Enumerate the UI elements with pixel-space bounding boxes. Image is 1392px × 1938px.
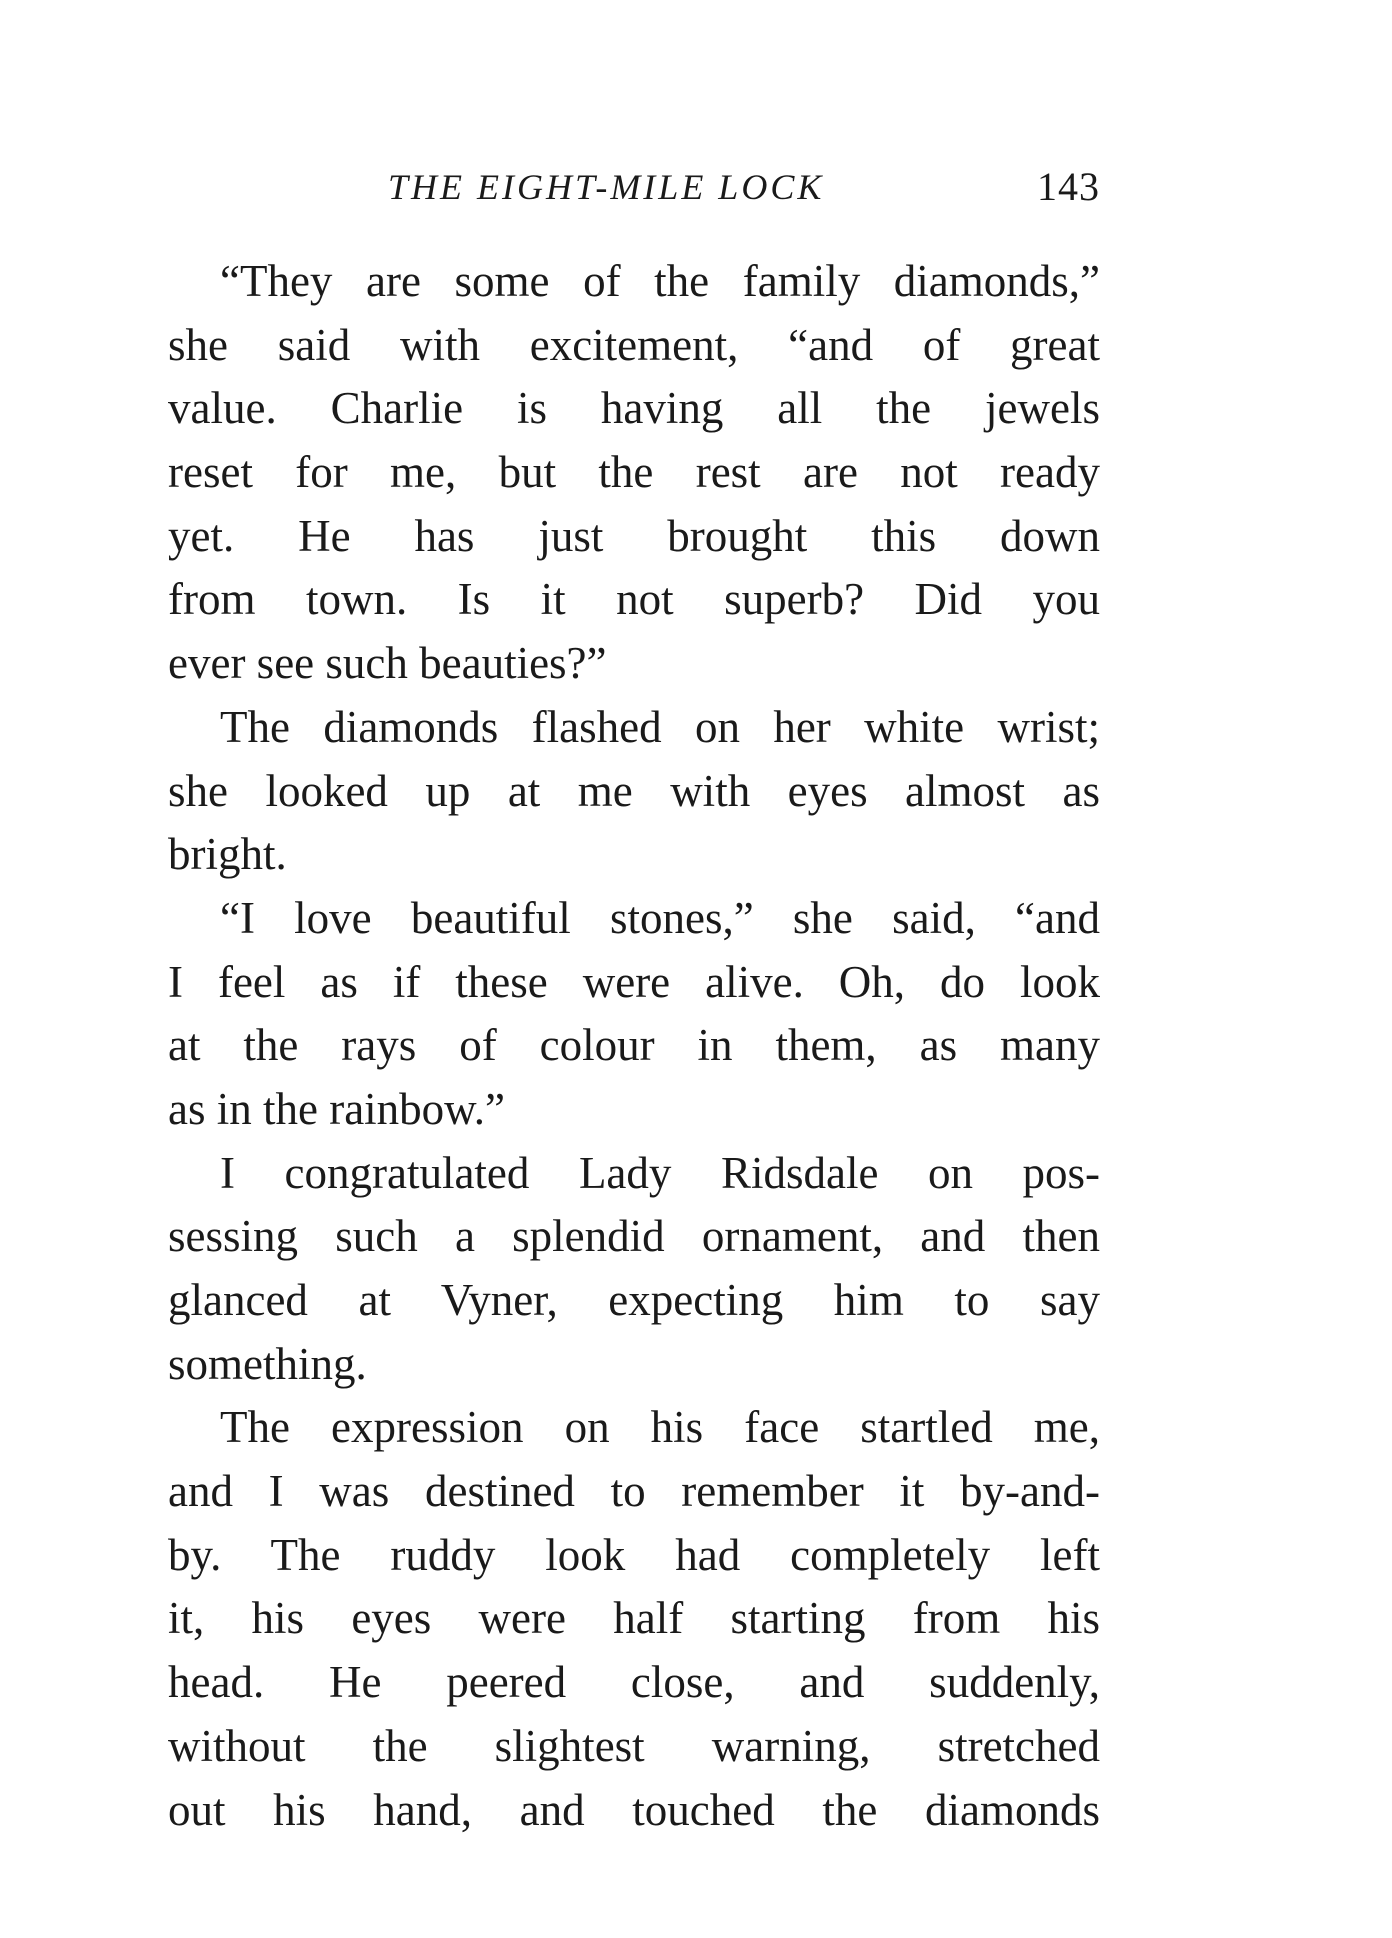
text-line: value. Charlie is having all the jewels (168, 383, 1100, 434)
body-text (168, 250, 1100, 1842)
text-line: I feel as if these were alive. Oh, do look (168, 956, 1100, 1007)
text-line: head. He peered close, and suddenly, (168, 1657, 1100, 1708)
text-line: at the rays of colour in them, as many (168, 1020, 1100, 1071)
paragraph (168, 887, 1100, 1142)
text-line: something. (168, 1338, 367, 1389)
text-line: it, his eyes were half starting from his (168, 1593, 1100, 1644)
text-line: The diamonds flashed on her white wrist; (220, 701, 1100, 752)
text-line: yet. He has just brought this down (168, 510, 1100, 561)
text-line: and I was destined to remember it by-and- (168, 1466, 1100, 1517)
paragraph (168, 250, 1100, 696)
text-line: bright. (168, 829, 287, 880)
text-line: by. The ruddy look had completely left (168, 1529, 1100, 1580)
text-line: reset for me, but the rest are not ready (168, 447, 1100, 498)
paragraph (168, 1142, 1100, 1397)
text-line: sessing such a splendid ornament, and then (168, 1211, 1100, 1262)
paragraph (168, 1396, 1100, 1842)
text-line: as in the rainbow.” (168, 1083, 505, 1134)
text-line: ever see such beauties?” (168, 638, 607, 689)
text-line: she said with excitement, “and of great (168, 319, 1100, 370)
text-line: The expression on his face startled me, (220, 1402, 1100, 1453)
text-line: glanced at Vyner, expecting him to say (168, 1275, 1100, 1325)
paragraph (168, 696, 1100, 887)
running-head (168, 162, 1100, 212)
text-line: from town. Is it not superb? Did you (168, 574, 1100, 625)
running-title: THE EIGHT-MILE LOCK (388, 167, 825, 207)
text-line: “They are some of the family diamonds,” (220, 256, 1100, 306)
text-line: “I love beautiful stones,” she said, “and (220, 892, 1100, 943)
text-line: out his hand, and touched the diamonds (168, 1784, 1100, 1835)
text-line: without the slightest warning, stretched (168, 1720, 1100, 1771)
text-line: I congratulated Lady Ridsdale on pos- (220, 1147, 1100, 1198)
page-number: 143 (1037, 164, 1100, 209)
text-line: she looked up at me with eyes almost as (168, 765, 1100, 816)
